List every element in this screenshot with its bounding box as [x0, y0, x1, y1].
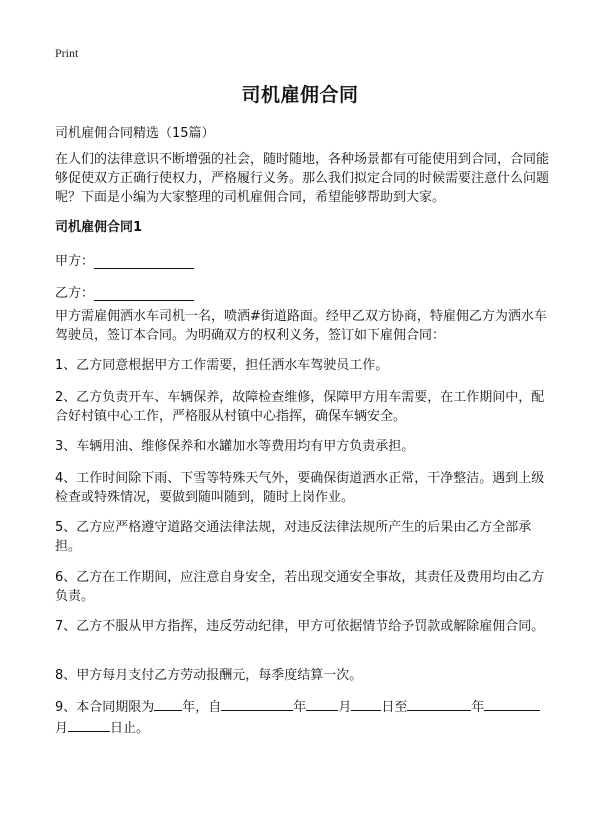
- end-year-blank: [407, 697, 471, 711]
- clause-5: 5、乙方应严格遵守道路交通法律法规，对违反法律法规所产生的后果由乙方全部承担。: [55, 520, 532, 554]
- clause-9-text: 年，自: [182, 700, 222, 715]
- clause-6: 6、乙方在工作期间，应注意自身安全，若出现交通安全事故，其责任及费用均由乙方负责。: [55, 570, 545, 604]
- intro-paragraph: 在人们的法律意识不断增强的社会，随时随地，各种场景都有可能使用到合同，合同能够促使双方正确行使权力，严格履行义务。那么我们拟定合同的时候需要注意什么问题呢？下面是小编为大家整理的司机雇佣合同，希望能够帮助到大家。: [55, 152, 550, 205]
- party-b-blank: [94, 286, 194, 301]
- end-month-blank-a: [484, 697, 540, 711]
- page-title: 司机雇佣合同: [241, 84, 359, 106]
- term-years-blank: [154, 697, 182, 711]
- party-b-line: [55, 282, 194, 301]
- section-heading: 司机雇佣合同1: [55, 220, 143, 235]
- clause-9-text: 年: [293, 700, 307, 715]
- clause-3: 3、车辆用油、维修保养和水罐加水等费用均有甲方负责承担。: [55, 439, 415, 454]
- clause-7: 7、乙方不服从甲方指挥，违反劳动纪律，甲方可依据情节给予罚款或解除雇佣合同。: [55, 619, 545, 634]
- start-month-blank: [306, 697, 338, 711]
- clause-1: 1、乙方同意根据甲方工作需要，担任洒水车驾驶员工作。: [55, 358, 389, 373]
- end-day-blank: [68, 718, 110, 732]
- clause-2: 2、乙方负责开车、车辆保养，故障检查维修，保障甲方用车需要，在工作期间中，配合好村镇中心工作，严格服从村镇中心指挥，确保车辆安全。: [55, 390, 545, 424]
- start-year-blank: [221, 697, 293, 711]
- clause-9-text: 日至: [381, 700, 408, 715]
- clause-9-text: 9、本合同期限为: [55, 700, 155, 715]
- clause-9: [55, 697, 550, 739]
- start-day-blank: [351, 697, 381, 711]
- clause-4: 4、工作时间除下雨、下雪等特殊天气外，要确保街道洒水正常，干净整洁。遇到上级检查或特殊情况，要做到随叫随到，随时上岗作业。: [55, 471, 545, 505]
- clause-9-text: 月: [55, 721, 69, 736]
- party-a-line: [55, 250, 194, 269]
- party-b-label: 乙方：: [55, 286, 95, 301]
- party-a-blank: [94, 254, 194, 269]
- clause-9-text: 月: [338, 700, 352, 715]
- clause-8: 8、甲方每月支付乙方劳动报酬元，每季度结算一次。: [55, 668, 363, 683]
- clause-9-text: 日止。: [110, 721, 150, 736]
- clause-9-text: 年: [471, 700, 485, 715]
- print-link[interactable]: Print: [55, 46, 79, 60]
- subtitle: 司机雇佣合同精选（15篇）: [55, 126, 215, 141]
- preamble-paragraph: 甲方需雇佣洒水车司机一名，喷洒#街道路面。经甲乙双方协商，特雇佣乙方为洒水车驾驶员，签订本合同。为明确双方的权利义务，签订如下雇佣合同：: [55, 309, 547, 343]
- party-a-label: 甲方：: [55, 254, 95, 269]
